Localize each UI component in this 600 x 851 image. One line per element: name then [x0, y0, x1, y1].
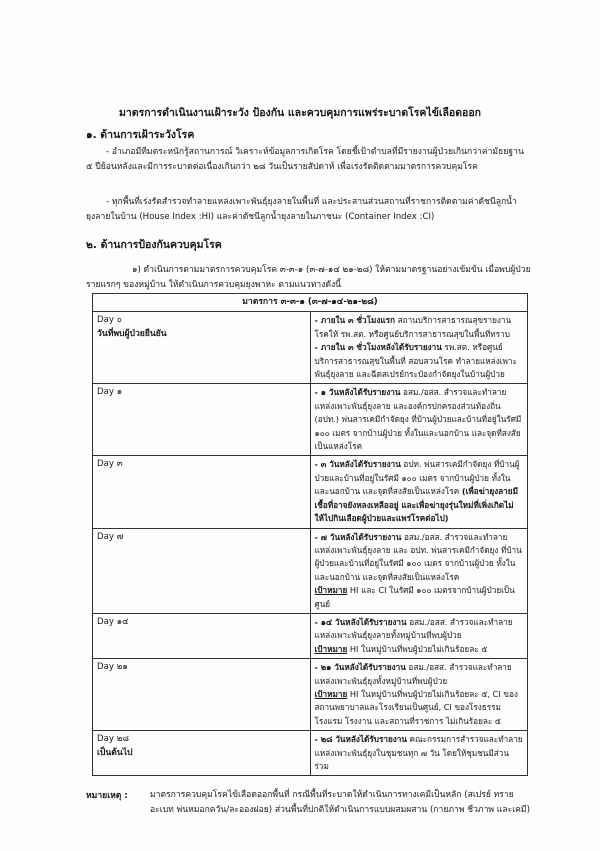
measure-cell [310, 384, 528, 456]
note-text: มาตรการควบคุมโรคไข้เลือดออกพื้นที่ กรณีพื้นที่ระบาดให้ดำเนินการทางเคมีเป็นหลัก (สเปรย์ ทรายอะเบท พ่นหมอกควัน/ละอองฝอย) ส่วนพื้นที่ปกติให้ดำเนินการแบบผสมผสาน (กายภาพ ชีวภาพ และเคมี) [150, 790, 530, 815]
table-row [93, 456, 528, 528]
day-label: Day ๐ [97, 315, 122, 326]
measure-timing: - ภายใน ๓ ชั่วโมงหลังได้รับรายงาน [314, 342, 442, 353]
table-row [93, 659, 528, 731]
measure-item [315, 733, 524, 773]
day-label: Day ๒๘ [97, 734, 129, 745]
measure-item [315, 341, 524, 381]
measure-item [315, 458, 524, 525]
measure-item [315, 531, 524, 585]
measure-text: คณะกรรมการสำรวจและทำลายแหล่งเพาะพันธุ์ยุงในชุมชนทุก ๗ วัน โดยให้ชุมชนมีส่วนร่วม [314, 734, 523, 771]
table-row [93, 312, 528, 384]
measure-text: รพ.สต. หรือศูนย์บริการสาธารณสุขในพื้นที่ สอบสวนโรค ทำลายแหล่งเพาะพันธุ์ยุงลาย และฉีดสเปรย์กระป๋องกำจัดยุงในบ้านผู้ป่วย [314, 342, 517, 380]
day-sublabel: เป็นต้นไป [97, 747, 133, 758]
day-label: Day ๗ [97, 531, 124, 542]
day-cell [93, 528, 311, 613]
measure-item [315, 661, 524, 688]
measure-item [315, 386, 524, 453]
measure-text: สถานบริการสาธารณสุขรายงานโรคให้ รพ.สต. หรือศูนย์บริการสาธารณสุขในพื้นที่ทราบ [314, 315, 512, 339]
measure-text: อสม./อสส. สำรวจและทำลายแหล่งเพาะพันธุ์ยุงทั้งหมู่บ้านที่พบผู้ป่วย [314, 662, 512, 686]
measure-item [315, 314, 524, 341]
day-label: Day ๑๔ [97, 616, 129, 627]
measure-item [315, 584, 524, 611]
measures-table-body [93, 312, 528, 776]
section1-heading: ๑. ด้านการเฝ้าระวังโรค [86, 129, 195, 141]
day-cell [93, 384, 311, 456]
day-label: Day ๒๑ [97, 662, 128, 673]
target-label: เป้าหมาย [314, 643, 348, 654]
measure-text: HI ในหมู่บ้านที่พบผู้ป่วยไม่เกินร้อยละ ๕ [347, 643, 488, 654]
day-label: Day ๑ [97, 387, 123, 398]
day-cell [93, 731, 311, 776]
table-row [93, 613, 528, 658]
day-label: Day ๓ [97, 459, 123, 470]
measure-timing: - ๑ วันหลังได้รับรายงาน [314, 387, 401, 398]
measure-cell [310, 528, 528, 613]
measure-timing: - ภายใน ๓ ชั่วโมงแรก [314, 315, 396, 326]
measure-text: อปท. พ่นสารเคมีกำจัดยุง ที่บ้านผู้ป่วยและบ้านที่อยู่ในรัศมี ๑๐๐ เมตร จากบ้านผู้ป่วย ทั้งในและนอกบ้าน และจุดที่สงสัยเป็นแหล่งโรค [314, 459, 520, 497]
measure-cell [310, 456, 528, 528]
measure-text: อสม./อสส. สำรวจและทำลายแหล่งเพาะพันธุ์ยุงลายทั้งหมู่บ้านที่พบผู้ป่วย [314, 616, 513, 641]
day-sublabel: วันที่พบผู้ป่วยยืนยัน [97, 328, 167, 339]
section1-paragraph-2-text: - ทุกพื้นที่เร่งรัดสำรวจทำลายแหล่งเพาะพันธุ์ยุงลายในพื้นที่ และประสานส่วนสถานที่ราชการติดตามค่าดัชนีลูกน้ำยุงลายในบ้าน (House Index :HI) และค่าดัชนีลูกน้ำยุงลายในภาชนะ (Container Index :CI) [86, 197, 517, 222]
table-row [93, 731, 528, 776]
measure-cell [310, 731, 528, 776]
day-cell [93, 659, 311, 731]
measure-text: อสม./อสส. สำรวจและทำลายแหล่งเพาะพันธุ์ยุงลาย และ อปท. พ่นสารเคมีกำจัดยุง ที่บ้านผู้ป่วยและบ้านที่อยู่ในรัศมี ๑๐๐ เมตร จากบ้านผู้ป่วย ทั้งในและนอกบ้าน และจุดที่สงสัยเป็นแหล่งโรค [314, 531, 522, 582]
day-cell [93, 456, 311, 528]
section2-intro-text: ๑) ดำเนินการตามมาตรการควบคุมโรค ๓-๓-๑ (๓-๗-๑๔ ๒๑-๒๘) ให้ตามมาตรฐานอย่างเข้มข้น เมื่อพบผู้ป่วยรายแรกๆ ของหมู่บ้าน ให้ดำเนินการควบคุมยุงพาหะ ตามแนวทางดังนี้ [86, 265, 531, 290]
note-label: หมายเหตุ : [86, 791, 128, 801]
section1-paragraph-1-text: - อำเภอมีทีมตระหนักรู้สถานการณ์ วิเคราะห์ข้อมูลการเกิดโรค โดยชี้เป้าตำบลที่มีรายงานผู้ป่วยเกินกว่าค่ามัธยฐาน ๕ ปีย้อนหลังและมีการระบาดต่อเนื่องเกินกว่า ๒๘ วันเป็นรายสัปดาห์ เพื่อเร่งรัดติดตามมาตรการควบคุมโรค [86, 147, 524, 172]
measure-text: อสม./อสส. สำรวจและทำลายแหล่งเพาะพันธุ์ยุงลาย และองค์กรปกครองส่วนท้องถิ่น (อปท.) พ่นสารเคมีกำจัดยุง ที่บ้านผู้ป่วยและบ้านที่อยู่ในรัศมี ๑๐๐ เมตร จากบ้านผู้ป่วย ทั้งในและนอกบ้าน และจุดที่สงสัยเป็นแหล่งโรค [314, 387, 522, 452]
measure-timing: - ๓ วันหลังได้รับรายงาน [314, 459, 401, 470]
measure-cell [310, 613, 528, 658]
measure-timing: - ๑๔ วันหลังได้รับรายงาน [314, 616, 407, 627]
section1-paragraph-2 [86, 195, 526, 225]
measure-text: HI ในหมู่บ้านที่พบผู้ป่วยไม่เกินร้อยละ ๕, CI ของสถานพยาบาลและโรงเรียนเป็นศูนย์, CI ของโรงธรรม โรงแรม โรงงาน และสถานที่ราชการ ไม่เกินร้อยละ ๕ [314, 688, 518, 726]
document-title: มาตรการดำเนินงานเฝ้าระวัง ป้องกัน และควบคุมการแพร่ระบาดโรคไข้เลือดออก [118, 107, 482, 119]
measure-timing: - ๗ วันหลังได้รับรายงาน [314, 531, 402, 542]
target-label: เป้าหมาย [314, 688, 348, 699]
measure-cell [310, 659, 528, 731]
measure-text: HI และ CI ในรัศมี ๑๐๐ เมตรจากบ้านผู้ป่วยเป็นศูนย์ [314, 585, 515, 609]
section2-heading: ๒. ด้านการป้องกันควบคุมโรค [86, 239, 222, 251]
table-row [93, 528, 528, 613]
measure-timing: - ๒๘ วันหลังได้รับรายงาน [314, 734, 407, 745]
table-row [93, 384, 528, 456]
measure-cell [310, 312, 528, 384]
measure-item [315, 643, 524, 656]
day-cell [93, 312, 311, 384]
measure-item [315, 616, 524, 643]
target-label: เป้าหมาย [314, 585, 348, 596]
measure-item [315, 688, 524, 728]
measures-table [92, 293, 528, 776]
measures-table-header: มาตรการ ๓-๓-๑ (๓-๗-๑๔-๒๑-๒๘) [93, 294, 528, 312]
measure-emphasis: (เพื่อฆ่ายุงลายมีเชื้อที่อาจยังหลงเหลืออยู่ และเพื่อฆ่ายุงรุ่นใหม่ที่เพิ่งเกิดไม่ให้ไปกินเลือดผู้ป่วยและแพร่โรคต่อไป) [314, 486, 518, 524]
measure-timing: - ๒๑ วันหลังได้รับรายงาน [314, 662, 406, 673]
section1-paragraph-1 [86, 145, 526, 175]
section2-intro [86, 263, 536, 293]
day-cell [93, 613, 311, 658]
